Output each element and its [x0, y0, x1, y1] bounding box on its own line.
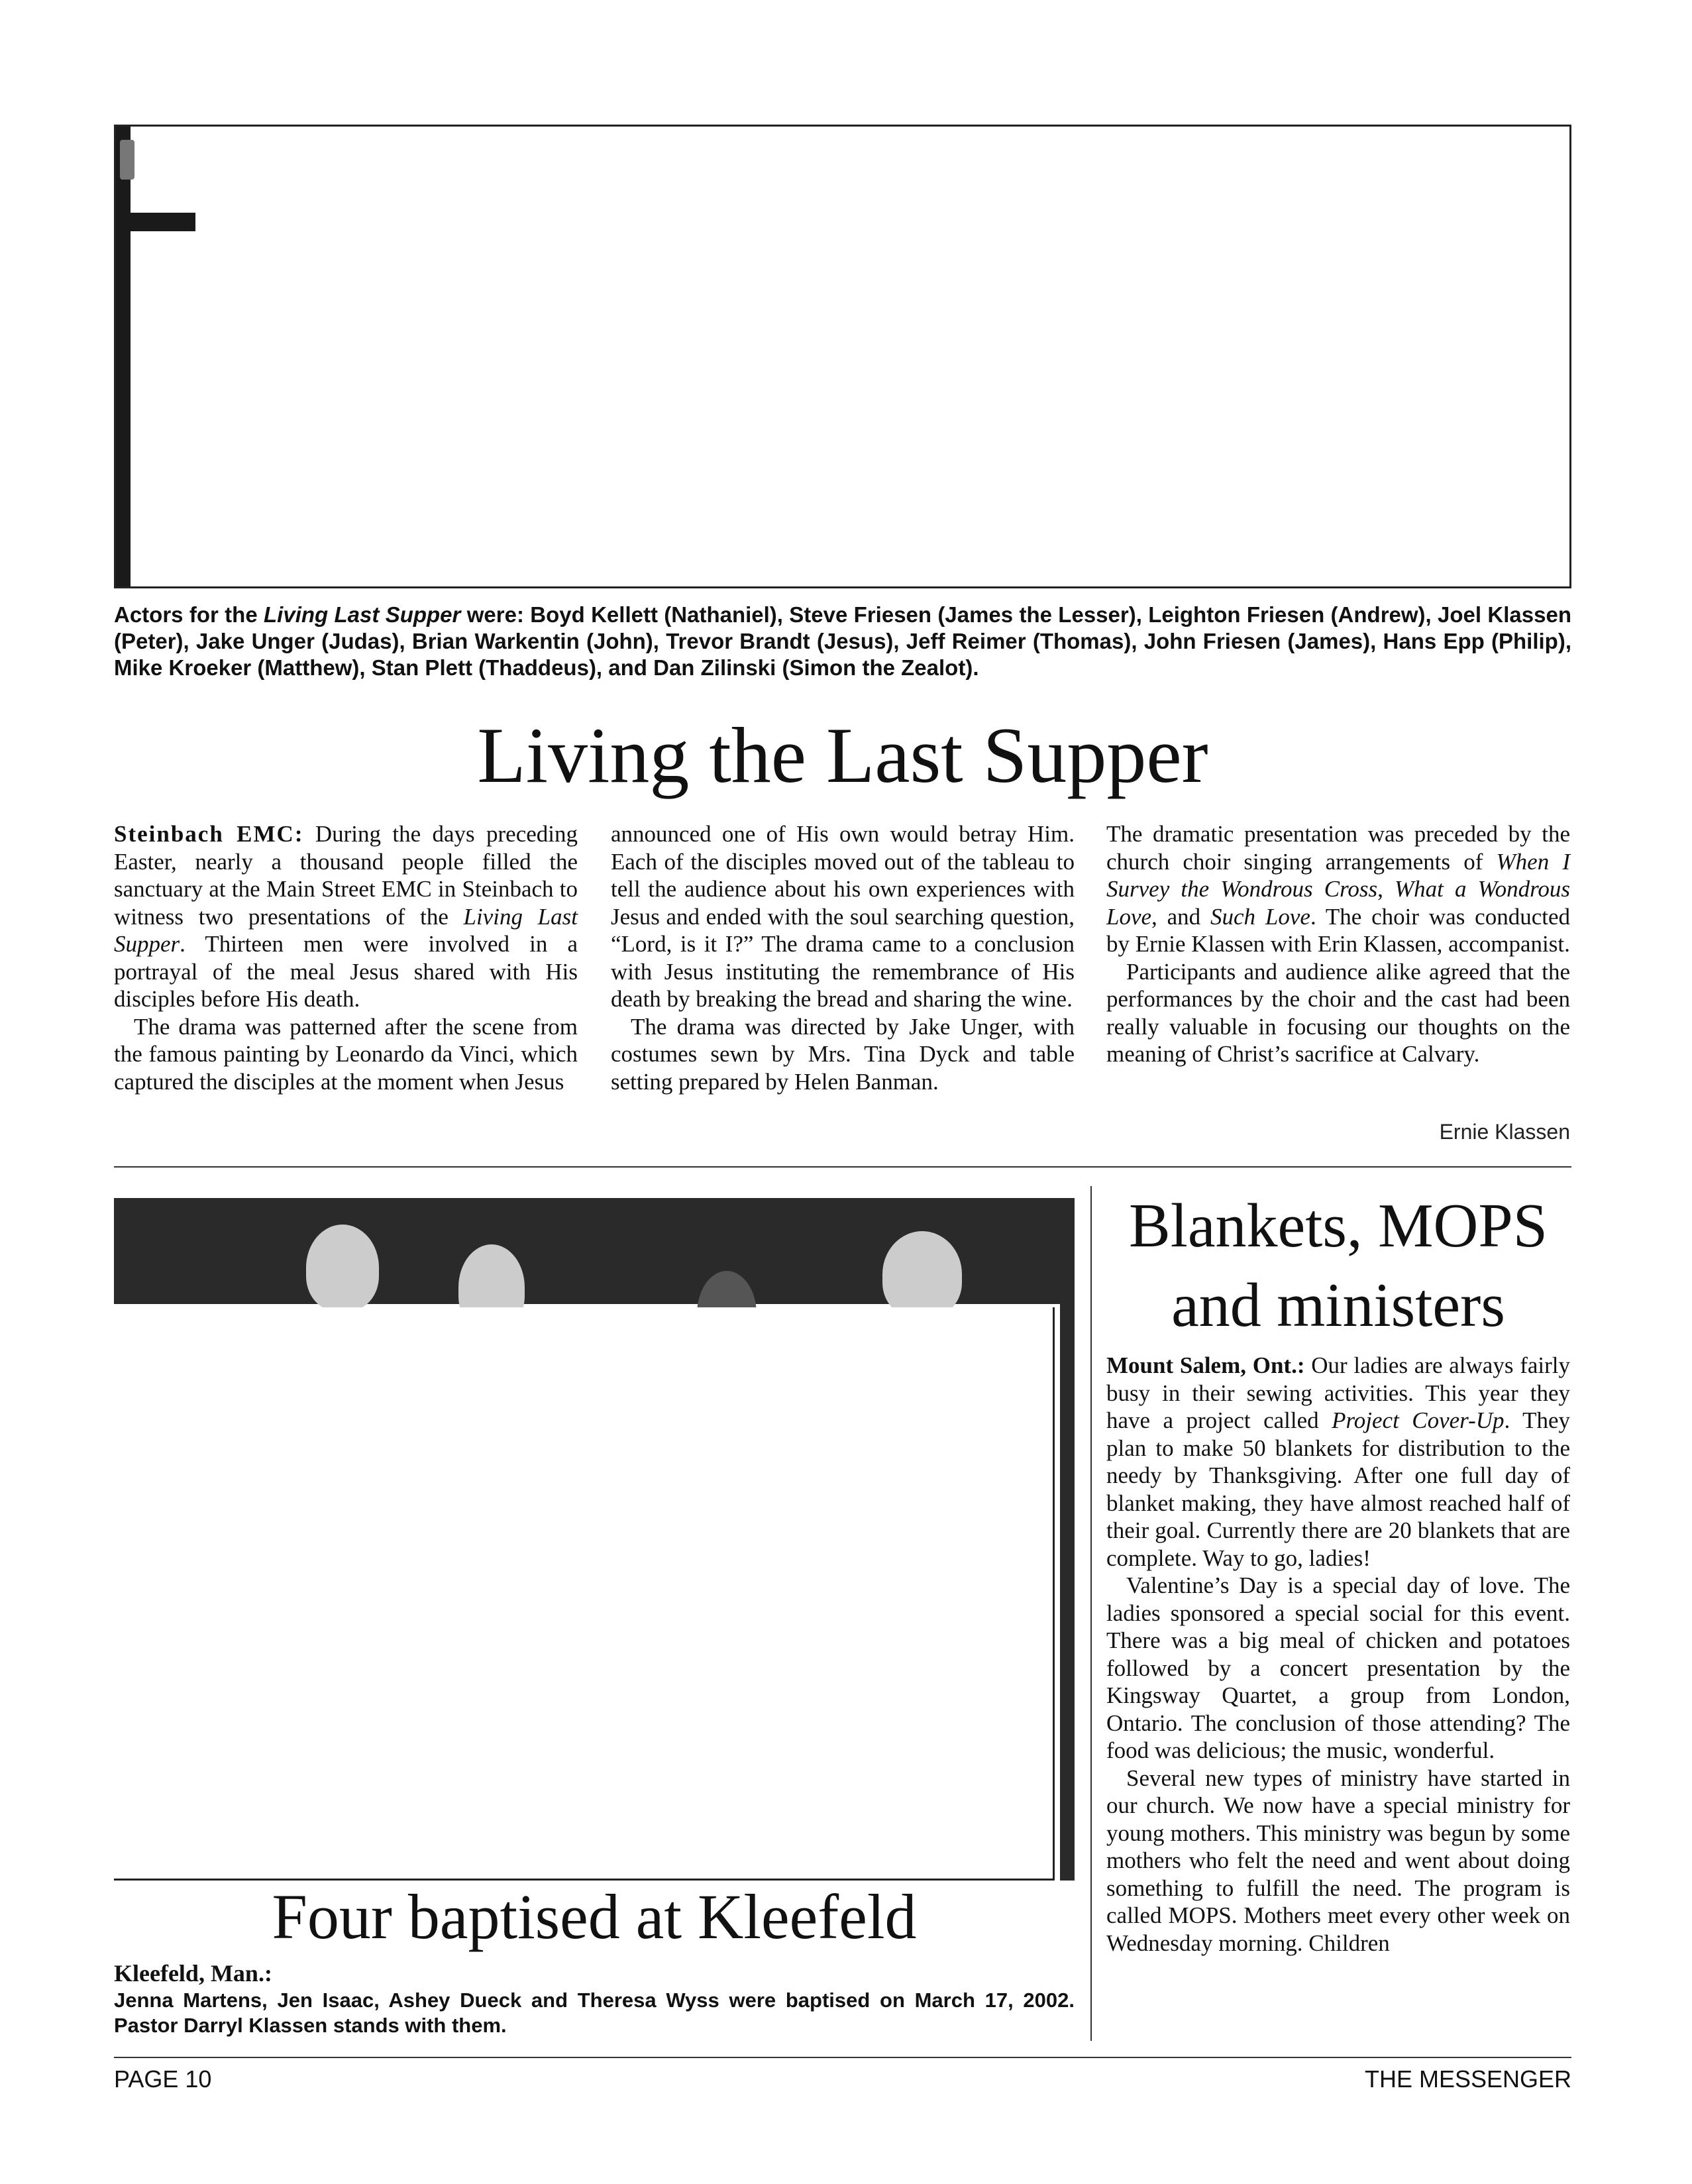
text-run: ,: [1377, 876, 1395, 902]
photo-head: [882, 1231, 962, 1317]
article-headline-blankets: [1106, 1186, 1570, 1345]
text-run: The dramatic presentation was preceded by the church choir singing arrangements of: [1106, 821, 1570, 875]
article1-paragraph: The drama was directed by Jake Unger, with costumes sewn by Mrs. Tina Dyck and table setting prepared by Helen Banman.: [611, 1013, 1075, 1095]
photo-fragment: [120, 140, 134, 180]
baptism-photo: [114, 1198, 1075, 1881]
article1-column-1: [114, 820, 578, 1095]
article1-paragraph: announced one of His own would betray Him. Each of the disciples moved out of the tableau to tell the audience about his own experiences with Jesus and ended with the soul searching question, “Lord, is it I?” The drama came to a conclusion with Jesus instituting the remembrance of His death by breaking the bread and sharing the wine.: [611, 821, 1075, 1012]
article1-paragraph: [114, 820, 578, 1013]
text-run: During the days preceding Easter, nearly a thousand people filled the sanctuary at the Main Street EMC in Steinbach to witness two presentations of the: [114, 821, 578, 930]
photo-edge-dark: [1060, 1198, 1075, 1881]
footer-divider: [114, 2057, 1571, 2058]
article1-paragraph: The drama was patterned after the scene from the famous painting by Leonardo da Vinci, which captured the disciples at the moment when Jesus: [114, 1013, 578, 1095]
text-run: . The choir was conducted by Ernie Klassen with Erin Klassen, accompanist.: [1106, 903, 1570, 957]
article1-column-3: [1106, 820, 1570, 1068]
column-divider: [1090, 1186, 1092, 2041]
headline-line: Blankets, MOPS: [1129, 1191, 1548, 1260]
article-headline-last-supper: Living the Last Supper: [477, 711, 1208, 799]
top-photo-caption: [114, 602, 1571, 681]
text-run: . Thirteen men were involved in a portrayal of the meal Jesus shared with His disciples before His death.: [114, 931, 578, 1012]
headline-line: and ministers: [1171, 1271, 1505, 1340]
photo-head: [306, 1225, 379, 1311]
photo-edge-notch: [116, 213, 195, 231]
text-run: . They plan to make 50 blankets for distribution to the needy by Thanksgiving. After one full day of blanket making, they have almost reached half of their goal. Currently there are 20 blankets that are complete. Way to go, ladies!: [1106, 1407, 1570, 1571]
photo-blank-area: [114, 1307, 1055, 1881]
italic-title: Project Cover-Up: [1332, 1407, 1505, 1433]
section-divider: [114, 1166, 1571, 1168]
article3-paragraph: [1106, 1352, 1570, 1572]
caption-names: were: Boyd Kellett (Nathaniel), Steve Friesen (James the Lesser), Leighton Friesen (Andrew), Joel Klassen (Peter), Jake Unger (Judas), Brian Warkentin (John), Trevor Brandt (Jesus), Jeff Reimer (Thomas), John Friesen (James), Hans Epp (Philip), Mike Kroeker (Matthew), Stan Plett (Thaddeus), and Dan Zilinski (Simon the Zealot).: [114, 602, 1571, 680]
article3-column: [1106, 1352, 1570, 1957]
article1-paragraph: Participants and audience alike agreed that the performances by the choir and the cast had been really valuable in focusing our thoughts on the meaning of Christ’s sacrifice at Calvary.: [1106, 958, 1570, 1067]
dateline: Steinbach EMC:: [114, 821, 304, 847]
article-headline-kleefeld: Four baptised at Kleefeld: [272, 1881, 917, 1952]
text-run: Our ladies are always fairly busy in their sewing activities. This year they have a project called: [1106, 1352, 1571, 1433]
kleefeld-caption: Jenna Martens, Jen Isaac, Ashey Dueck and Theresa Wyss were baptised on March 17, 2002. Pastor Darryl Klassen stands with them.: [114, 1989, 1075, 2037]
italic-title: Living Last Supper: [114, 903, 578, 957]
italic-title: What a Wondrous Love: [1106, 876, 1571, 930]
italic-title: Such Love: [1210, 903, 1310, 930]
article3-paragraph: Several new types of ministry have started in our church. We now have a special ministry for young mothers. This ministry was begun by some mothers who felt the need and went about doing something to fulfill the need. The program is called MOPS. Mothers meet every other week on Wednesday morning. Children: [1106, 1765, 1570, 1956]
caption-title: Living Last Supper: [264, 602, 461, 627]
photo-edge-dark: [116, 127, 131, 586]
article1-paragraph: [1106, 820, 1570, 958]
article1-column-2: [611, 820, 1075, 1095]
text-run: , and: [1151, 903, 1211, 930]
article3-paragraph: Valentine’s Day is a special day of love. The ladies sponsored a special social for this event. There was a big meal of chicken and potatoes followed by a concert presentation by the Kingsway Quartet, a group from London, Ontario. The conclusion of those attending? The food was delicious; the music, wonderful.: [1106, 1572, 1570, 1763]
caption-prefix: Actors for the: [114, 602, 264, 627]
dateline: Mount Salem, Ont.:: [1106, 1352, 1305, 1378]
page-number: PAGE 10: [114, 2065, 212, 2093]
publication-name: THE MESSENGER: [1364, 2065, 1571, 2093]
italic-title: When I Survey the Wondrous Cross: [1106, 848, 1570, 902]
top-photo: [114, 125, 1571, 588]
kleefeld-dateline: Kleefeld, Man.:: [114, 1960, 272, 1987]
byline: Ernie Klassen: [1439, 1120, 1570, 1144]
